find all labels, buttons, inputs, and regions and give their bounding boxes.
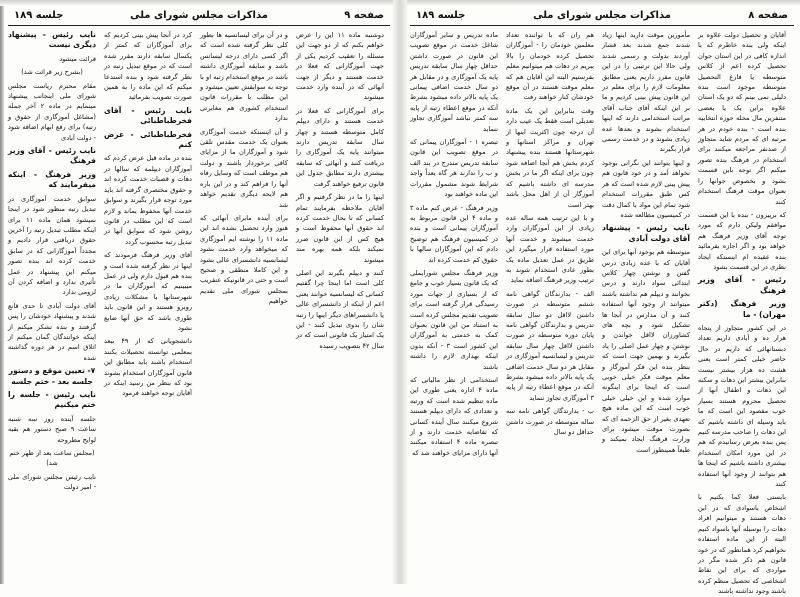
speaker-line: نایب رئیس - آقای فخرطباطبائی bbox=[104, 105, 192, 126]
paragraph: ماده تدریس و سایر آموزگاران شاغل خدمت در موقع تصویب این قانون در صورت داشتن حداقل چهار سال سابقه تدریس پایه یک آموزگاری و در مقابل هر دو سال خدمت اضافی پیمانی یک پایه بالاتر داده میشود بشرط آنکه در موقع اعطاء رتبه از پایه سه کمتر نباشد آموزگاری تجاوز ننماید bbox=[410, 31, 498, 133]
paragraph: و در آن برای لیسانسیه ها بطور کلی نظر گرفته شده است که اگر کسی دارای درجه لیسانس باشد و سابقه آموزگاری داشته باشد در موقع استخدام رتبه او با توجه به سوابقش تعیین میشود و این مطلب با مقررات قانون استخدام کشوری هم مغایرتی ندارد bbox=[200, 31, 288, 123]
paragraph: قرائت میشود bbox=[59, 54, 96, 63]
paragraph: استخدامی از نظر مالیاتی که ماده ۴ اداره یعنی طوری این ماده تنظیم شده است که ورتبه و تعدادی که دارای دیپلم هستند شروع میکنند سال آینده کسانی که تقاضایه خدمت دارند و از تبصره ماده ۴ استفاده میکنند آنها دارای مزایای خواهند شد که bbox=[410, 376, 499, 457]
book-gutter bbox=[393, 0, 407, 584]
speaker-line: نایب رئیس - پیشنهاد دیگری نیست bbox=[8, 30, 96, 50]
paragraph: جلسه آینده روز سه شنبه ساعت ۹ صبح دستور هم بقیه لوایح مطروحه bbox=[8, 414, 96, 444]
speaker-line: نایب رئیس - آقای وزیر فرهنگ bbox=[8, 146, 96, 166]
speaker-line: نایب رئیس - پیشنهاد آقای دولت آبادی bbox=[602, 223, 690, 243]
centered-note: (مجلس ساعت بعد از ظهر ختم شد) bbox=[9, 449, 95, 468]
paragraph: و آن اینستکه خدمت آموزگاری بعنوان یک خدمت مقدس تلقی شود و آموزگاران ما از مزایای کافی برخوردار باشند و دولت هم موظف است که وسایل رفاه آنها را فراهم کند و در این باره هم لایحه دیگری تقدیم خواهد شد bbox=[200, 127, 288, 209]
speaker-line: وزیر فرهنگ (دکتر مهران) - ما bbox=[698, 299, 786, 319]
paragraph: آقای دولت آبادی تا حدی قانع شدند و پیشنهاد خودشان را پس گرفتند و بنده تشکر میکنم از اینکه خوانندگان گمان میکنم از اتلاق اسم در هر دوره گذاشته شده bbox=[8, 301, 96, 362]
paragraph: نایب رئیس مجلس شورای ملی - امیر دولت bbox=[8, 472, 96, 492]
paragraph: آقایان و تحصیل دولت علاوه بر اینکه ولی بنده خاطرم که با اندازه کافی در این استان جوان تحصیل کرده اعم از کلاس متوسطه یا فارغ التحصیل متوسطه موجود است بنده دلیلی نمی بینم که دو یک استان علاوه براین یک یا بعضی متنفرین مال محله حوزه انتخابیه بنده است - بنده خودم در هر مرتبه ای که مردم شاید متجاوز از صدنفر مراجعه میکنند برای استخدام در فرهنگ بنده تصور میکنم اگر توجه باین قسمت بشود و بخصوص جوانها را بعنوان موقت فرهنگ استخدام کنند bbox=[698, 31, 786, 206]
page-9 bbox=[4, 0, 394, 584]
paragraph: بایستی فعلا کما بکنیم با اشخاص باسوادی که در این دهات هستند و میتوانیم افراد دهات را بوسیله آنها باسواد کنیم البته از این ماده استفاده نخواهیم کرد همانطور که در خود قانون هم ذکر شده مگر در مواردی که برای این نقاط اشخاصی که تحصیل منظم کرده باشند وجود نداشته باشند bbox=[698, 493, 786, 596]
text-column bbox=[296, 30, 384, 442]
speaker-line: نایب رئیس - جلسه را ختم میکنیم bbox=[8, 390, 96, 410]
paragraph: برای آینده مابرای آنهائی که هنوز وارد تحصیل نشده اند این ماده ۱۱ را نوشته ایم آموزگاری که میخواهد وارد خدمت بشود لیسانسیه دانشسرای عالی بشود و این کاملا منطقی و صحیح است و حتی در قانونیکه عنقریب بمجلس شورای ملی تقدیم خواهیم bbox=[200, 213, 288, 306]
session-number: جلسه ۱۸۹ bbox=[14, 10, 64, 21]
speaker-line: فخرطباطبائی - عرض کنم bbox=[104, 129, 192, 150]
paragraph: که برپیرون - بنده با این قسمت موافقم ولیکن دارم که مورد توجه آقای وزیر فرهنگ هم خواهد بود و اگر اجازه بفرمائید بنده عقیده ام اینستکه ایجاد نظری در این قسمت بشود bbox=[698, 210, 786, 271]
paragraph: وزیر فرهنگ مجلس شورایملی که یک قانون بسیار خوب و جامع که از بسیاری از جهات مورد رسیدگی قرار گرفته است برای تصویب تقدیم مجلس کرده است به استناد من این قانون بعنوان کمک به خدمتی به آموزگاران این کشور است ۳ - آنکه بدون اینکه بهداری لازم را داشته باشند bbox=[410, 268, 498, 371]
speaker-line: وزیر فرهنگ - اینکه میفرمایند که bbox=[8, 169, 96, 190]
text-column bbox=[698, 30, 786, 596]
paragraph: متوسطه هم بوجود آنها برای این آقایان که با عده زیادی درس گفتن و نوشتن چهار کلاس ابتدائی سواد دارند و درس بخوانند و دیپلم هم نداشته باشند میتوانند از وجود آنها استفاده کنند و آن مدارس در آنجا ها تشکیل شود و بچه های کشاورزان لااقل خواندن و نوشتن و چهار عمل اصلی را یاد بگیرند و بهمین جهت است که بنظر بنده این فکر آموزگار و معلم موقت فکر خیلی خوبی است که اینجا برای اینگونه موارد شده و این خیلی خیلی خوب است که این ماده هیچ تعهدی بغیر از حق الزحمه ای که بصورت موقت میشود برای وزارت فرهنگ ایجاد نمیکند و طبعاً همینطور است bbox=[602, 248, 690, 454]
paragraph: الف - بدارندگان گواهی نامه ششم متوسطه در صورت داشتن لااقل دو سال سابقه تدریس و بدارندگان گواهی نامه پایان دوره متوسطه در صورت داشتن لااقل چهار سال سابقه تدریس و لیسانسیه آموزگاری در مقابل هر دو سال خدمت اضافی یک پایه بالاتر داده میشود بشرط آنکه در موقع اعطاء رتبه از پایه ۳ آموزگاری تجاوز ننماید bbox=[506, 289, 594, 402]
text-column bbox=[506, 30, 594, 578]
text-column bbox=[200, 30, 288, 442]
page-number: صفحه ۹ bbox=[344, 10, 384, 21]
paragraph: مأمورین موقت دارید اینها زیاد شدند جمع شدند بعد فشار آوردند بدولت و رسمی شدند ولی حالا این ترتیبی را در این قانون مقرر داریم یعنی مطابق معلومات لازم را برای معلم در این قانون پیش بینی کردیم و ما بر این اینکه آقای جناب آقای مراتب استخدامی دارند که اینها استخدام بشوند و بعدها عده زیادی بشوند و در خدمت رسمی قرار بگیرند bbox=[602, 31, 690, 154]
paragraph: دوشنبه ماده ۱۱ این را عرض خواهم بکنم که از دو جهت این مسئله را تعقیب کردیم یکی از جهت آموزگارانی که فعلا در خدمت هستند و دیگر از جهت آنهائی که در آینده وارد خدمت میشوند bbox=[296, 31, 384, 102]
publication-title: مذاکرات مجلس شورای ملی bbox=[533, 10, 671, 21]
paragraph: وقت بنابراین این یک ماده تعدیلی است فقط یک عیب دارد آن درجه چون اکثریت اینها از تهران و مراکز استانها و شهرستانها هستند بنده پیشنهاد کردم بخش هم آنجا اضافه شود چون برای اینکه اگر ما در بخش مدرسه ای داشته باشیم که آموزگار آن از اهل محل باشد بهتر است bbox=[506, 106, 594, 209]
page-number: صفحه ۸ bbox=[748, 10, 788, 21]
paragraph: و با این ترتیب همه ساله عده زیادی از این آموزگاران وارد خدمت میشوند و خدمت آنها مورد استفاده قرار میگیرد این طریق در عمل تعدیل ماده یک بطور عادی استخدام شوند به ترتیب وزیر فرهنگ اضافه نماید bbox=[506, 213, 594, 285]
paragraph: کرد در آنجا پیش بینی کردیم که برای آموزگاران که کمتر از یکسال سابقه دارند مقرر شده است که در موقع تبدیل رتبه در نظر گرفته شود و بنده استدعا میکنم که این ماده را به همین صورت تصویب بفرمائید bbox=[104, 31, 192, 102]
page-header bbox=[8, 8, 390, 24]
paragraph: مقام محترم ریاست مجلس شورای ملی اینجانب پیشنهاد مینمایم در ماده ۲ آخر جمله (مشاغل آموزگاری از حقوق و رتبه) برای رفع ابهام اضافه شود - دولت آبادی bbox=[8, 81, 96, 142]
text-column bbox=[410, 30, 498, 578]
paragraph: بنده در ماده قبل عرض کردم که آموزگاران دیپلمه که سالها در دهات و قصبات خدمت کرده اند و حقوق مختصری گرفته اند باید مورد توجه قرار بگیرند و سوابق خدمت آنها محفوظ بماند و لازم است که این مطلب در قانون روشن شود که سوابق آنها در تبدیل رتبه محسوب گردد bbox=[104, 154, 192, 246]
section-heading: ۷- تعیین موقع و دستور جلسه بعد - ختم جلسه bbox=[8, 366, 96, 386]
paragraph: کنند و دیپلم بگیرند این اصلی کلی است اما اینجا چرا گفتیم کسانی که لیسانسیه خوانند یعنی اعم از اینکه از دانشسرای عالی یا دانشسراهای دیگر اینها را رتبه شان را بدوی تبدیل کنند - این یک امتیاز یک قانونی است که در سال ۴۲ بتصویب رسیده bbox=[296, 268, 384, 350]
paragraph: وزیر فرهنگ - عرض کنم ماده ۳ و ماده ۴ این قانون مربوط به آموزگاران پیمانی است و بنده در کمیسیون فرهنگ هم توضیح دادم که این آموزگاران سالها با حقوق کم خدمت کرده اند bbox=[410, 203, 498, 264]
header-rule bbox=[410, 25, 794, 26]
paragraph: تبصره ۱ - آموزگاران پیمانی که در موقع تصویب این قانون سابقه تدریس مندرج در بند الف و ب را ندارند هر گاه بعداً واجد شرایط شوند مشمول مقررات این ماده خواهند بود bbox=[410, 138, 498, 199]
paragraph: اینها را ما در نظر گرفتیم و اگر آقایان ملاحظه بفرمایند تمام کسانی که تا بحال خدمت کرده اند حقوق آنها محفوظ است و هیچ کس از این قانون ضرر نمیکند بلکه همه بهره مند میشوند bbox=[296, 193, 384, 264]
speaker-line: رئیس - آقای وزیر فرهنگ bbox=[698, 275, 786, 295]
session-number: جلسه ۱۸۹ bbox=[416, 10, 466, 21]
paragraph: ب - بدارندگان گواهی نامه سه ساله متوسطه در صورت داشتن حداقل دو سال bbox=[506, 407, 594, 437]
publication-title: مذاکرات مجلس شورای ملی bbox=[130, 10, 268, 21]
paragraph: آقای وزیر فرهنگ فرمودند که اینها در نظر گرفته شده است و بنده هم قبول دارم ولی در عمل میبینیم که آموزگاران ما در شهرستانها با مشکلات زیادی روبرو هستند و این قانون باید طوری باشد که حق آنها ضایع نشود bbox=[104, 251, 192, 332]
centered-note: (بشرح زیر قرائت شد) bbox=[21, 68, 83, 77]
header-rule bbox=[8, 25, 390, 26]
text-column bbox=[104, 30, 192, 442]
page-header bbox=[410, 8, 794, 24]
paragraph: در این کشور متجاوز از پنجاه هزار ده و آبادی داریم تعداد دبستانهائی که داریم در حال حاضر خیلی کمتر است یعنی هشت ده هزار بیشتر نیست بنابراین بیشتر این دهات و سکنه این دهات و اطفال آنها از تحصیل محروم هستند بسیار خوب مقصود این است که ما باید وسیله ای داشته باشیم که این دهات را صاحب مدرسه کنیم پس بنده بعرض رسانیدم که هم در این مورد امکان استخدام بیشتری داشته باشیم که اینجا ها هم بتوانند از وجود آنها استفاده کنند bbox=[698, 323, 786, 489]
paragraph: هم ران که با تواننده تعداد معلمین خودمان را - آموزگاران تحصیل کرده خودمان را بالا ببریم در دهات هم میتوانیم معلم بفرستیم البته این آقایان هم که معلم موقت هستند در آن موقع خودشان کنار خواهند رفت bbox=[506, 31, 594, 102]
paragraph: برای آموزگارانی که فعلا در خدمت هستند و دارای دیپلم کامل متوسطه هستند و چهار سال سابقه تدریس دارند میتوانند پایه یک آموزگاری را دریافت کنند و آنهائی که سابقه بیشتری دارند مطابق جدول این قانون ترفیع خواهند گرفت bbox=[296, 106, 384, 188]
page-8 bbox=[406, 0, 798, 596]
text-column bbox=[602, 30, 690, 578]
paragraph: دانشجویانی که از ۴۹ ببعد بمعلمی توانسته تحصیلات بکنند استخدام باشند باید مطابق این قانون آموزگاران استخدام بشوند بود که بنظر من رسید اینکه در آقایان توجه خواهند فرمود bbox=[104, 337, 192, 398]
text-column bbox=[8, 30, 96, 492]
paragraph: سوابق خدمت آموزگاری در تبدیل رتبه منظور شود در اینجا نمیشود همان ماده ۱۱ برای اینکه مطلب تبدیل رتبه را آخرین حقوق دریافتی قرار دادیم و مجدداً آموزگارانی که در سابق خدمت کرده اند بنده تصور میکنم این پیشنهاد در عمل تأثیری ندارد و اضافه کردن آن لزومی ندارد bbox=[8, 194, 96, 297]
paragraph: و اینها بتوانند این نگرانی بوجود نخواهد آمد و در خود قانون هم پیش بینی لازم شده است که هر کس طبق مقررات استخدام شود تمام این مواد با کمال دقت در کمیسیون مطالعه شده bbox=[602, 158, 690, 219]
